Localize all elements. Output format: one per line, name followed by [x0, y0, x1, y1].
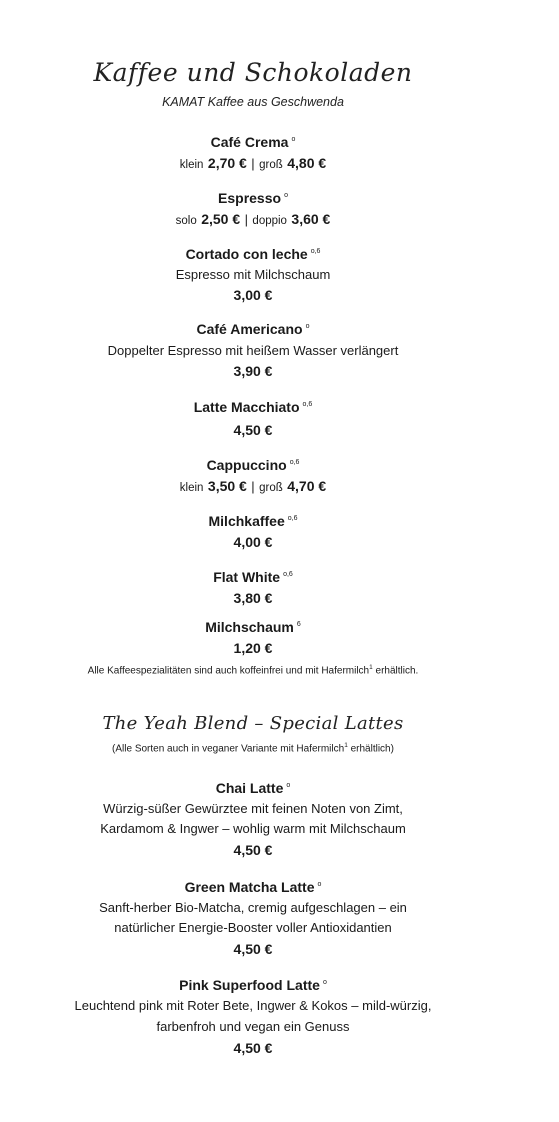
- note-text-end: erhältlich.: [375, 665, 419, 677]
- menu-item-flat-white: [0, 569, 506, 587]
- item-name: Flat White: [213, 569, 281, 585]
- item-allergen-sup: o: [322, 978, 327, 986]
- item-name: Pink Superfood Latte: [179, 977, 320, 993]
- item-allergen-sup: o,6: [289, 458, 300, 466]
- item-price: 4,70 €: [287, 478, 327, 494]
- note-text: Alle Kaffeespezialitäten sind auch koffeinfrei und mit Hafermilch: [87, 665, 370, 677]
- item-allergen-sup: o,6: [302, 400, 313, 408]
- item-name: Milchschaum: [205, 619, 294, 635]
- item-description: Würzig-süßer Gewürztee mit feinen Noten von Zimt,: [103, 801, 403, 816]
- separator: |: [251, 156, 255, 171]
- menu-item-pink-superfood-latte: [0, 977, 506, 995]
- item-name: Green Matcha Latte: [184, 879, 315, 895]
- menu-item-latte-macchiato: [0, 399, 506, 417]
- item-price: 1,20 €: [233, 640, 273, 656]
- note-footnote-sup: 1: [369, 664, 373, 671]
- menu-item-americano: [0, 321, 506, 339]
- size-label: groß: [259, 159, 283, 171]
- item-description: Sanft-herber Bio-Matcha, cremig aufgeschlagen – ein: [99, 900, 407, 915]
- item-name: Cortado con leche: [185, 246, 308, 262]
- subtitle-text-end: erhältlich): [350, 743, 394, 755]
- item-description: Kardamom & Ingwer – wohlig warm mit Milchschaum: [100, 821, 406, 836]
- item-description: farbenfroh und vegan ein Genuss: [156, 1019, 350, 1034]
- separator: |: [244, 212, 248, 227]
- item-price: 4,50 €: [233, 941, 273, 957]
- item-price: 3,60 €: [291, 211, 331, 227]
- section-title-special-lattes: The Yeah Blend – Special Lattes: [102, 713, 404, 734]
- item-allergen-sup: o: [317, 880, 322, 888]
- menu-item-cortado: [0, 246, 506, 264]
- item-price-line: [0, 211, 506, 229]
- item-name: Latte Macchiato: [193, 399, 300, 415]
- item-price: 2,70 €: [207, 155, 247, 171]
- item-allergen-sup: o,6: [283, 570, 293, 578]
- item-price: 4,50 €: [233, 842, 273, 858]
- item-price: 3,00 €: [233, 287, 273, 303]
- item-description: Leuchtend pink mit Roter Bete, Ingwer & Kokos – mild-würzig,: [74, 998, 432, 1013]
- size-label: groß: [259, 482, 283, 494]
- item-price: 4,50 €: [233, 1040, 273, 1056]
- item-name: Chai Latte: [215, 780, 284, 796]
- item-allergen-sup: o: [291, 135, 296, 143]
- item-price: 2,50 €: [201, 211, 241, 227]
- coffee-note: [0, 664, 506, 676]
- menu-item-cappuccino: [0, 457, 506, 475]
- size-label: solo: [175, 215, 197, 227]
- item-price: 3,90 €: [233, 363, 273, 379]
- item-price: 4,50 €: [233, 422, 273, 438]
- item-name: Milchkaffee: [208, 513, 285, 529]
- section-subtitle-coffee: KAMAT Kaffee aus Geschwenda: [162, 95, 344, 109]
- size-label: klein: [179, 159, 204, 171]
- item-description: Espresso mit Milchschaum: [175, 267, 331, 282]
- item-price-line: [0, 155, 506, 173]
- item-allergen-sup: o: [305, 322, 310, 330]
- menu-item-milchschaum: [0, 619, 506, 637]
- item-price: 4,00 €: [233, 534, 273, 550]
- item-name: Café Americano: [196, 321, 303, 337]
- subtitle-footnote-sup: 1: [344, 742, 348, 749]
- section-subtitle-lattes: [0, 742, 506, 754]
- section-title-coffee: Kaffee und Schokoladen: [93, 58, 413, 87]
- menu-item-cafe-crema: [0, 134, 506, 152]
- item-price: 4,80 €: [287, 155, 327, 171]
- menu-item-chai-latte: [0, 780, 506, 798]
- size-label: doppio: [252, 215, 287, 227]
- item-allergen-sup: o: [286, 781, 291, 789]
- menu-item-milchkaffee: [0, 513, 506, 531]
- item-allergen-sup: 6: [296, 620, 301, 628]
- item-price: 3,80 €: [233, 590, 273, 606]
- subtitle-text: (Alle Sorten auch in veganer Variante mit Hafermilch: [112, 743, 345, 755]
- item-description: Doppelter Espresso mit heißem Wasser verlängert: [107, 343, 399, 358]
- item-price-line: [0, 478, 506, 496]
- item-allergen-sup: o: [284, 191, 288, 199]
- item-name: Espresso: [218, 190, 282, 206]
- separator: |: [251, 479, 255, 494]
- item-name: Café Crema: [210, 134, 289, 150]
- item-allergen-sup: o,6: [310, 247, 321, 255]
- item-price: 3,50 €: [207, 478, 247, 494]
- item-name: Cappuccino: [206, 457, 287, 473]
- menu-item-green-matcha-latte: [0, 879, 506, 897]
- size-label: klein: [179, 482, 204, 494]
- menu-item-espresso: [0, 190, 506, 208]
- item-description: natürlicher Energie-Booster voller Antioxidantien: [114, 920, 392, 935]
- item-allergen-sup: o,6: [287, 514, 298, 522]
